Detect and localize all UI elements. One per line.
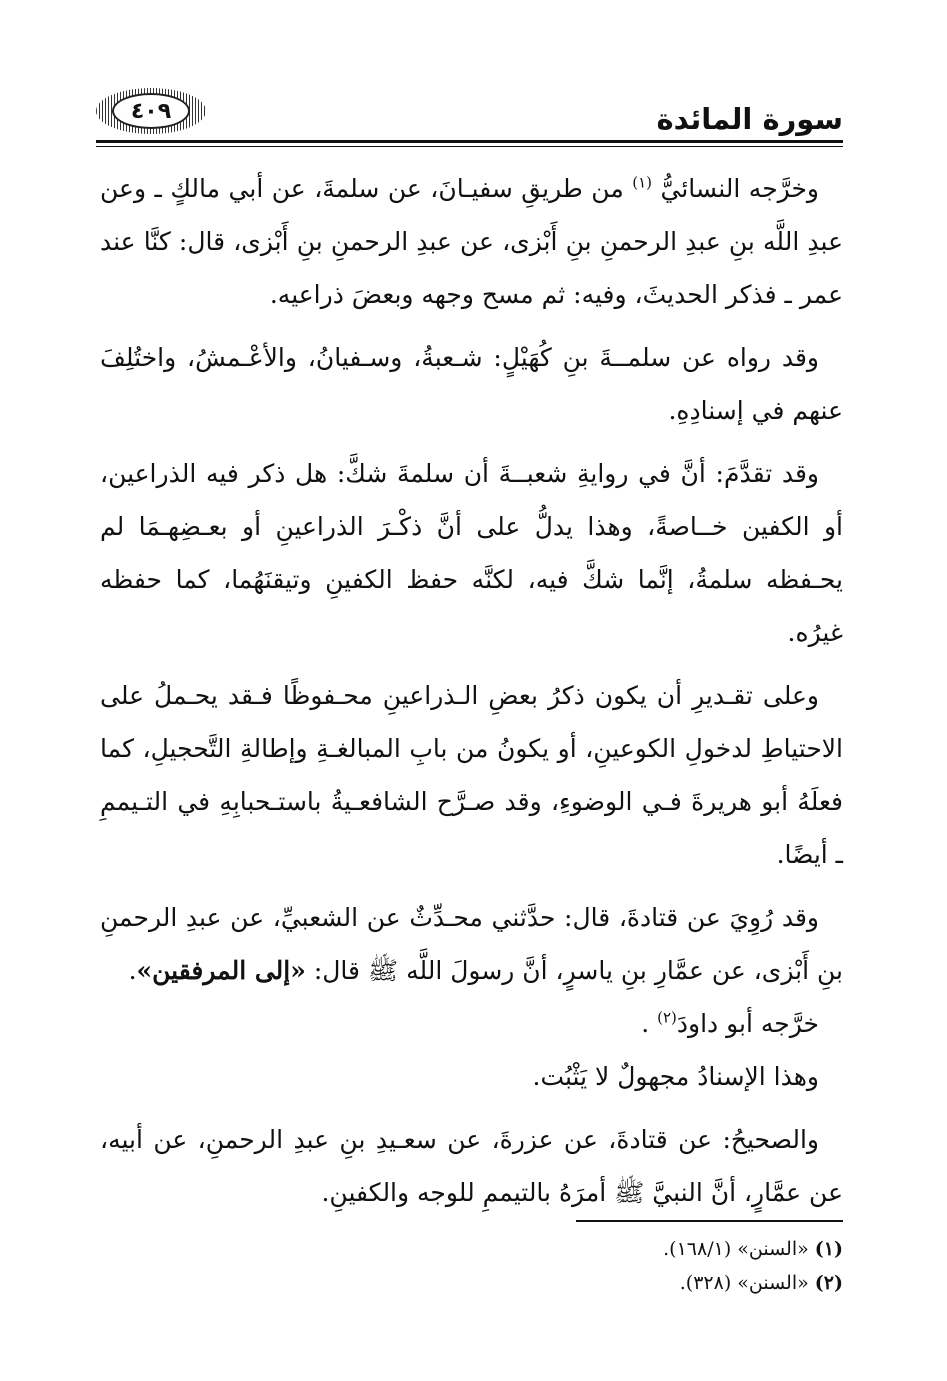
paragraph-6-end: . xyxy=(641,1009,658,1038)
page-number-ornament xyxy=(96,88,206,134)
paragraph-1-start: وخرَّجه النسائيُّ xyxy=(651,174,819,203)
footnote-2-text: «السنن» (٣٢٨). xyxy=(679,1272,809,1294)
paragraph-4: وعلى تقـديرِ أن يكون ذكرُ بعضِ الـذراعينِ محـفوظًا فـقد يحـملُ على الاحتياطِ لدخولِ الكوعينِ، أو يكونُ من بابِ المبالغـةِ وإطالةِ التَّحجيلِ، كما فعلَهُ أبو هريرةَ فـي الوضوءِ، وقد صـرَّح الشافعـيةُ باستـحبابِهِ في التـيممِ ـ أيضًا. xyxy=(100,681,843,869)
header-rule-thin xyxy=(96,146,843,147)
paragraph-8: والصحيحُ: عن قتادةَ، عن عزرةَ، عن سعـيدِ بنِ عبدِ الرحمنِ، عن أبيه، عن عمَّارٍ، أنَّ النبيَّ ﷺ أمرَهُ بالتيممِ للوجه والكفينِ. xyxy=(100,1125,843,1207)
footnote-ref-1: (١) xyxy=(632,173,652,192)
main-text xyxy=(100,162,843,1229)
paragraph-6 xyxy=(100,997,843,1050)
paragraph-5-start: وقد رُوِيَ عن قتادةَ، قال: حدَّثني محـدِّثٌ عن الشعبيِّ، عن عبدِ الرحمنِ بنِ أَبْزى، عن عمَّارِ بنِ ياسرٍ، أنَّ رسولَ اللَّه ﷺ قال: xyxy=(100,903,843,985)
header-rule-thick xyxy=(96,140,843,143)
paragraph-7: وهذا الإسنادُ مجهولٌ لا يَثْبُت. xyxy=(532,1062,819,1091)
footnote-1 xyxy=(400,1232,843,1266)
page-header xyxy=(96,80,843,140)
footnote-separator xyxy=(576,1220,843,1222)
paragraph-5 xyxy=(100,891,843,997)
paragraph-3: وقد تقدَّمَ: أنَّ في روايةِ شعبــةَ أن سلمةَ شكَّ: هل ذكر فيه الذراعين، أو الكفين خــاصةً، وهذا يدلُّ على أنَّ ذكْـرَ الذراعينِ أو بعـضِهـمَا لم يحـفظه سلمةُ، إنَّما شكَّ فيه، لكنَّه حفظ الكفينِ وتيقنَهُما، كما حفظه غيرُه. xyxy=(100,459,843,647)
paragraph-2: وقد رواه عن سلمــةَ بنِ كُهَيْلٍ: شـعبةُ، وسـفيانُ، والأعْـمشُ، واختُلِفَ عنهم في إسنادِهِ. xyxy=(100,343,843,425)
footnote-2 xyxy=(400,1266,843,1300)
paragraph-1-rest: من طريقِ سفيـانَ، عن سلمةَ، عن أبي مالكٍ ـ وعن عبدِ اللَّه بنِ عبدِ الرحمنِ بنِ أَبْزى، عن عبدِ الرحمنِ بنِ أَبْزى، قال: كنَّا عند عمر ـ فذكر الحديثَ، وفيه: ثم مسح وجهه وبعضَ ذراعيه. xyxy=(100,174,843,309)
paragraph-6-start: خرَّجه أبو داودَ xyxy=(676,1009,819,1038)
footnotes xyxy=(400,1232,843,1300)
footnote-1-text: «السنن» (١٦٨/١). xyxy=(663,1238,809,1260)
hadith-quote: «إلى المرفقين» xyxy=(136,956,306,985)
footnote-ref-2: (٢) xyxy=(657,1008,677,1027)
paragraph-1 xyxy=(100,162,843,321)
footnote-1-number: (١) xyxy=(814,1238,843,1260)
page-number: ٤٠٩ xyxy=(112,93,190,129)
surah-title: سورة المائدة xyxy=(656,102,843,136)
footnote-2-number: (٢) xyxy=(814,1272,843,1294)
paragraph-5-end: . xyxy=(128,956,137,985)
